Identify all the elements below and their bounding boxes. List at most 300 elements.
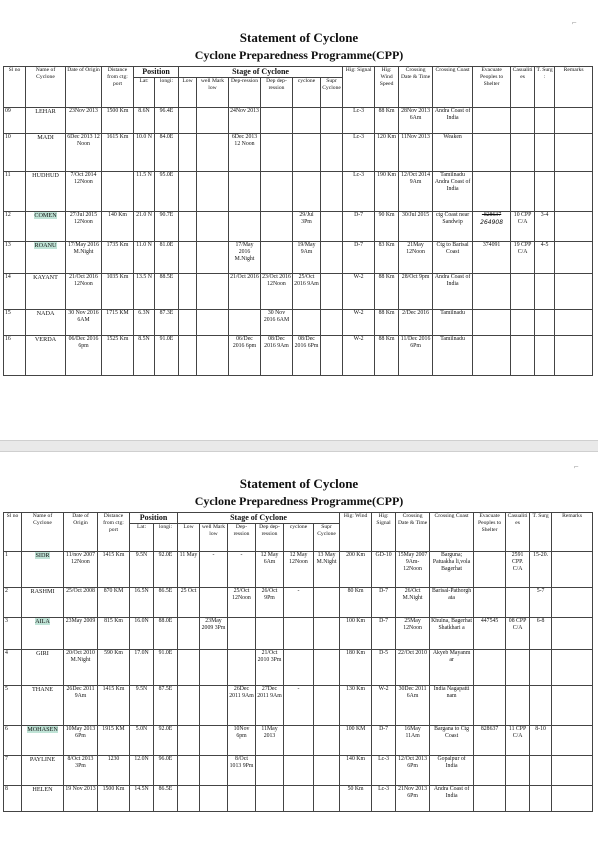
- col-crossing-dt: Crossing Date & Time: [396, 513, 430, 552]
- casualties: 2591 CPP. C/A: [506, 551, 530, 587]
- deep-depression-stage: [256, 755, 284, 785]
- col-wind: Hig: Wind: [340, 513, 372, 552]
- super-cyclone-stage: [321, 107, 343, 133]
- signal-or-wind: 140 Km: [340, 755, 372, 785]
- origin-date: 7/Oct 2014 12Noon: [66, 171, 102, 211]
- tidal-surge: [535, 171, 555, 211]
- well-mark-low-stage: [197, 273, 229, 309]
- origin-date: 25/Oct 2008: [64, 587, 98, 617]
- wind-or-signal: 90 Km: [375, 211, 399, 241]
- distance: 1500 Km: [102, 107, 134, 133]
- low-stage: [178, 685, 200, 725]
- depression-stage: 21/Oct 2016: [229, 273, 261, 309]
- latitude: 6.3N: [134, 309, 155, 335]
- tidal-surge: 6-8: [530, 617, 552, 649]
- table-row: [4, 335, 593, 375]
- crossing-coast: Tamilnadu: [433, 309, 473, 335]
- crossing-coast: Gopalpur of India: [430, 755, 474, 785]
- depression-stage: 8/Oct 1013 9Pm: [228, 755, 256, 785]
- remarks: [552, 725, 593, 755]
- col-date: Date of Origin: [66, 67, 102, 108]
- origin-date: 20/Oct 2010 M.Night: [64, 649, 98, 685]
- signal-or-wind: 80 Km: [340, 587, 372, 617]
- cyclone-name-text: HELEN: [32, 785, 53, 793]
- deep-depression-stage: [261, 107, 293, 133]
- cyclone-stage: [284, 755, 314, 785]
- longitude: 84.0E: [155, 133, 179, 171]
- col-stage: Stage of Cyclone: [178, 513, 340, 524]
- latitude: 11.0 N: [134, 241, 155, 273]
- crossing-coast: Barisal-Pathorgh ata: [430, 587, 474, 617]
- wind-or-signal: Lc-3: [372, 755, 396, 785]
- table-row: [4, 617, 593, 649]
- crossing-date-time: 22/Oct 2010: [396, 649, 430, 685]
- wind-or-signal: D-5: [372, 649, 396, 685]
- casualties: [511, 273, 535, 309]
- latitude: 8.5N: [134, 335, 155, 375]
- signal-or-wind: D-7: [343, 211, 375, 241]
- col-date: Date of Origin: [64, 513, 98, 552]
- super-cyclone-stage: [314, 755, 340, 785]
- depression-stage: -: [228, 551, 256, 587]
- cyclone-name-text: SIDR: [35, 551, 50, 559]
- cyclone-stage: [284, 649, 314, 685]
- crossing-date-time: 26/Oct M.Night: [396, 587, 430, 617]
- cyclone-name-text: VERDA: [34, 335, 57, 343]
- tidal-surge: [535, 133, 555, 171]
- signal-or-wind: 100 Km: [340, 617, 372, 649]
- wind-or-signal: 88 Km: [375, 309, 399, 335]
- wind-or-signal: Lc-3: [372, 785, 396, 811]
- signal-or-wind: 100 KM: [340, 725, 372, 755]
- casualties: [511, 171, 535, 211]
- cyclone-stage: [284, 617, 314, 649]
- cyclone-name: [26, 107, 66, 133]
- crossing-coast: Tamilnadu Andra Coast of India: [433, 171, 473, 211]
- evacuated: [473, 133, 511, 171]
- handwritten-value: 264908: [480, 218, 504, 226]
- crossing-date-time: 21May 12Noon: [399, 241, 433, 273]
- cyclone-name-text: RASHMI: [30, 587, 55, 595]
- latitude: 16.5N: [130, 587, 154, 617]
- well-mark-low-stage: [200, 587, 228, 617]
- depression-stage: [229, 171, 261, 211]
- col-stage: Stage of Cyclone: [179, 67, 343, 78]
- casualties: 11 CPP C/A: [506, 725, 530, 755]
- tidal-surge: 4-5: [535, 241, 555, 273]
- crossing-coast: ctg Coast near Sandwip: [433, 211, 473, 241]
- latitude: 21.0 N: [134, 211, 155, 241]
- row-serial: 11: [4, 171, 26, 211]
- signal-or-wind: 200 Km: [340, 551, 372, 587]
- page-1-title: Statement of Cyclone: [239, 30, 359, 45]
- col-name: Name of Cyclone: [22, 513, 64, 552]
- origin-date: 19 Nov 2013: [64, 785, 98, 811]
- col-evac: Evacuate Peoples to Shelter: [473, 67, 511, 108]
- deep-depression-stage: [256, 785, 284, 811]
- crossing-date-time: 12/Oct 2014 9Am: [399, 171, 433, 211]
- distance: 140 Km: [102, 211, 134, 241]
- latitude: 11.5 N: [134, 171, 155, 211]
- cyclone-stage: [284, 725, 314, 755]
- table-row: [4, 685, 593, 725]
- evacuated: [473, 107, 511, 133]
- signal-or-wind: Lc-3: [343, 133, 375, 171]
- casualties: [506, 755, 530, 785]
- longitude: 86.5E: [154, 587, 178, 617]
- wind-or-signal: 120 Km: [375, 133, 399, 171]
- cyclone-name-text: AILA: [35, 617, 50, 625]
- longitude: 91.0E: [155, 335, 179, 375]
- cyclone-name-text: COMEN: [34, 211, 57, 219]
- deep-depression-stage: 21/Oct 2010 3Pm: [256, 649, 284, 685]
- cyclone-name-text: PAYLINE: [29, 755, 56, 763]
- origin-date: 23May 2009: [64, 617, 98, 649]
- latitude: 16.0N: [130, 617, 154, 649]
- col-name: Name of Cyclone: [26, 67, 66, 108]
- crossing-coast: Tamilnadu: [433, 335, 473, 375]
- latitude: 14.5N: [130, 785, 154, 811]
- super-cyclone-stage: [321, 241, 343, 273]
- distance: 1915 KM: [98, 725, 130, 755]
- latitude: 5.0N: [130, 725, 154, 755]
- origin-date: 21/Oct 2016 12Noon: [66, 273, 102, 309]
- cyclone-name: [22, 785, 64, 811]
- col-signal: Hig: Signal: [372, 513, 396, 552]
- casualties: [506, 785, 530, 811]
- remarks: [555, 335, 593, 375]
- row-serial: 16: [4, 335, 26, 375]
- origin-date: 11/nov 2007 12Noon: [64, 551, 98, 587]
- crossing-date-time: 28/Oct 9pm: [399, 273, 433, 309]
- well-mark-low-stage: 23May 2009 3Pm: [200, 617, 228, 649]
- crossing-coast: Barguna; Patuakha li,vola Bagerhat: [430, 551, 474, 587]
- tidal-surge: 3-4: [535, 211, 555, 241]
- signal-or-wind: 180 Km: [340, 649, 372, 685]
- low-stage: [179, 133, 197, 171]
- crossing-date-time: 21Nov 2013 6Pm: [396, 785, 430, 811]
- cyclone-stage: 08/Dec 2016 6Pm: [293, 335, 321, 375]
- crossing-date-time: 15May 2007 9Am-12Noon: [396, 551, 430, 587]
- wind-or-signal: 88 Km: [375, 107, 399, 133]
- distance: 870 KM: [98, 587, 130, 617]
- col-casualties: Casualities: [506, 513, 530, 552]
- deep-depression-stage: [261, 241, 293, 273]
- table-row: [4, 785, 593, 811]
- signal-or-wind: D-7: [343, 241, 375, 273]
- well-mark-low-stage: [197, 171, 229, 211]
- deep-depression-stage: 12 May 6Am: [256, 551, 284, 587]
- tidal-surge: [530, 755, 552, 785]
- scan-mark: ⌐: [574, 462, 579, 471]
- table-row: [4, 107, 593, 133]
- evacuated: [473, 309, 511, 335]
- remarks: [555, 241, 593, 273]
- signal-or-wind: W-2: [343, 309, 375, 335]
- row-serial: 10: [4, 133, 26, 171]
- wind-or-signal: GD-10: [372, 551, 396, 587]
- crossing-date-time: 25May 12Noon: [396, 617, 430, 649]
- evacuated: [473, 211, 511, 241]
- tidal-surge: [535, 273, 555, 309]
- distance: 1615 Km: [102, 133, 134, 171]
- cyclone-stage: -: [284, 587, 314, 617]
- remarks: [555, 133, 593, 171]
- crossing-coast: Khulna, Bagerhat Shatkhari a: [430, 617, 474, 649]
- latitude: 8.6N: [134, 107, 155, 133]
- longitude: 95.0E: [155, 171, 179, 211]
- row-serial: 3: [4, 617, 22, 649]
- cyclone-name: [22, 587, 64, 617]
- col-position: Position: [130, 513, 178, 524]
- remarks: [552, 785, 593, 811]
- scan-mark: ⌐: [572, 18, 577, 27]
- distance: 1035 Km: [102, 273, 134, 309]
- table-row: [4, 587, 593, 617]
- super-cyclone-stage: 13 May M.Night: [314, 551, 340, 587]
- origin-date: 23Nov 2013: [66, 107, 102, 133]
- crossing-coast: Akyeb Mayanm ar: [430, 649, 474, 685]
- low-stage: [178, 725, 200, 755]
- deep-depression-stage: [256, 617, 284, 649]
- longitude: 87.3E: [155, 309, 179, 335]
- cyclone-name: [22, 649, 64, 685]
- crossing-coast: Andra Coast of India: [433, 107, 473, 133]
- col-dep: Dep-ression: [228, 523, 256, 551]
- crossing-date-time: 28Nov 2013 6Am: [399, 107, 433, 133]
- well-mark-low-stage: [200, 685, 228, 725]
- distance: 1715 KM: [102, 309, 134, 335]
- col-wml: well Mark low: [197, 77, 229, 107]
- longitude: 87.5E: [154, 685, 178, 725]
- cyclone-stage: 19/May 9Am: [293, 241, 321, 273]
- cyclone-name-text: LEHAR: [35, 107, 56, 115]
- super-cyclone-stage: [321, 335, 343, 375]
- crossing-coast: Weaken: [433, 133, 473, 171]
- well-mark-low-stage: -: [200, 551, 228, 587]
- casualties: 08 CPP C/A: [506, 617, 530, 649]
- casualties: [506, 649, 530, 685]
- cyclone-name-text: GIRI: [36, 649, 49, 657]
- cyclone-stage: [293, 133, 321, 171]
- evacuated: [474, 785, 506, 811]
- super-cyclone-stage: [314, 587, 340, 617]
- table-row: [4, 241, 593, 273]
- col-remarks: Remarks: [555, 67, 593, 108]
- page-2: [0, 452, 598, 856]
- page-separator: [0, 440, 598, 452]
- super-cyclone-stage: [321, 211, 343, 241]
- casualties: [511, 107, 535, 133]
- tidal-surge: [535, 107, 555, 133]
- remarks: [552, 685, 593, 725]
- super-cyclone-stage: [321, 171, 343, 211]
- longitude: 86.5E: [154, 785, 178, 811]
- cyclone-stage: -: [284, 685, 314, 725]
- low-stage: [178, 617, 200, 649]
- super-cyclone-stage: [314, 649, 340, 685]
- remarks: [555, 171, 593, 211]
- evacuated: 828637: [474, 725, 506, 755]
- col-sl: Sl no: [4, 67, 26, 108]
- cyclone-name: [22, 617, 64, 649]
- origin-date: 06/Dec 2016 6pm: [66, 335, 102, 375]
- casualties: 10 CPP C/A: [511, 211, 535, 241]
- deep-depression-stage: 23/Oct 2016 12Noon: [261, 273, 293, 309]
- deep-depression-stage: 26/Oct 9Pm: [256, 587, 284, 617]
- deep-depression-stage: 11May 2013: [256, 725, 284, 755]
- low-stage: 11 May: [178, 551, 200, 587]
- origin-date: 30 Nov 2016 6AM: [66, 309, 102, 335]
- evacuated: 374091: [473, 241, 511, 273]
- signal-or-wind: Lc-3: [343, 171, 375, 211]
- distance: 1415 Km: [98, 551, 130, 587]
- well-mark-low-stage: [197, 309, 229, 335]
- wind-or-signal: 88 Km: [375, 273, 399, 309]
- cyclone-name-text: MOHASEN: [27, 725, 58, 733]
- well-mark-low-stage: [200, 725, 228, 755]
- tidal-surge: [535, 309, 555, 335]
- depression-stage: 25/Oct 12Noon: [228, 587, 256, 617]
- casualties: [506, 685, 530, 725]
- col-wml: well Mark low: [200, 523, 228, 551]
- origin-date: 17/May 2016 M.Night: [66, 241, 102, 273]
- casualties: [511, 309, 535, 335]
- cyclone-name-text: HUDHUD: [32, 171, 59, 179]
- table-row: [4, 725, 593, 755]
- col-remarks: Remarks: [552, 513, 593, 552]
- cyclone-stage: [293, 107, 321, 133]
- deep-depression-stage: [261, 133, 293, 171]
- col-dep: Dep-ression: [229, 77, 261, 107]
- crossing-date-time: 11/Dec 2016 6Pm: [399, 335, 433, 375]
- cyclone-name: [22, 685, 64, 725]
- col-position: Position: [134, 67, 179, 78]
- super-cyclone-stage: [321, 273, 343, 309]
- row-serial: 15: [4, 309, 26, 335]
- col-distance: Distance from ctg: port: [98, 513, 130, 552]
- cyclone-stage: 29/Jul 3Pm: [293, 211, 321, 241]
- remarks: [552, 551, 593, 587]
- remarks: [555, 309, 593, 335]
- cyclone-stage: [293, 171, 321, 211]
- depression-stage: 6Dec 2013 12 Noon: [229, 133, 261, 171]
- row-serial: 8: [4, 785, 22, 811]
- depression-stage: 26Dec 2011 9Am: [228, 685, 256, 725]
- table-row: [4, 755, 593, 785]
- col-lat: Lat:: [130, 523, 154, 551]
- cyclone-name-text: THANE: [32, 685, 53, 693]
- cyclone-name-text: ROANU: [34, 241, 57, 249]
- remarks: [552, 755, 593, 785]
- origin-date: 8/Oct 2013 3Pm: [64, 755, 98, 785]
- super-cyclone-stage: [314, 725, 340, 755]
- row-serial: 7: [4, 755, 22, 785]
- wind-or-signal: 190 Km: [375, 171, 399, 211]
- row-serial: 1: [4, 551, 22, 587]
- col-low: Low: [179, 77, 197, 107]
- cyclone-stage: [293, 309, 321, 335]
- remarks: [552, 617, 593, 649]
- row-serial: 2: [4, 587, 22, 617]
- tidal-surge: 5-7: [530, 587, 552, 617]
- cyclone-name: [22, 755, 64, 785]
- depression-stage: 24Nov 2013: [229, 107, 261, 133]
- col-wind: Hig: Wind Speed: [375, 67, 399, 108]
- cyclone-name: [26, 309, 66, 335]
- evacuated: [474, 649, 506, 685]
- table-row: [4, 211, 593, 241]
- well-mark-low-stage: [197, 241, 229, 273]
- evacuated: [473, 273, 511, 309]
- row-serial: 14: [4, 273, 26, 309]
- distance: 1525 Km: [102, 335, 134, 375]
- deep-depression-stage: 27Dec 2011 9Am: [256, 685, 284, 725]
- wind-or-signal: D-7: [372, 617, 396, 649]
- crossing-date-time: 12/Oct 2013 6Pm: [396, 755, 430, 785]
- cyclone-name: [26, 133, 66, 171]
- tidal-surge: [530, 785, 552, 811]
- longitude: 88.5E: [155, 273, 179, 309]
- low-stage: [179, 335, 197, 375]
- crossing-coast: Andra Coast of India: [430, 785, 474, 811]
- col-low: Low: [178, 523, 200, 551]
- crossing-coast: Andra Coast of India: [433, 273, 473, 309]
- col-surge: T. Surg :: [535, 67, 555, 108]
- latitude: 9.5N: [130, 551, 154, 587]
- low-stage: [179, 241, 197, 273]
- distance: [102, 171, 134, 211]
- super-cyclone-stage: [321, 309, 343, 335]
- distance: 1415 Km: [98, 685, 130, 725]
- super-cyclone-stage: [321, 133, 343, 171]
- longitude: 92.0E: [154, 551, 178, 587]
- col-crossing-coast: Crossing Coast: [430, 513, 474, 552]
- latitude: 13.5 N: [134, 273, 155, 309]
- crossing-date-time: 30Dec 2011 6Am: [396, 685, 430, 725]
- table-row: [4, 133, 593, 171]
- cyclone-name-text: MADI: [37, 133, 54, 141]
- depression-stage: [229, 309, 261, 335]
- depression-stage: 17/May 2016 M.Night: [229, 241, 261, 273]
- cyclone-name: [26, 241, 66, 273]
- remarks: [552, 587, 593, 617]
- cyclone-table-1: [3, 66, 593, 376]
- signal-or-wind: 130 Km: [340, 685, 372, 725]
- wind-or-signal: 88 Km: [375, 335, 399, 375]
- remarks: [555, 211, 593, 241]
- evacuated: [473, 335, 511, 375]
- evacuated: [474, 587, 506, 617]
- col-deepdep: Dep dep-ression: [256, 523, 284, 551]
- well-mark-low-stage: [200, 649, 228, 685]
- col-longi: longi:: [154, 523, 178, 551]
- depression-stage: [228, 649, 256, 685]
- crossing-date-time: 16May 11Am: [396, 725, 430, 755]
- deep-depression-stage: [261, 211, 293, 241]
- col-crossing-coast: Crossing Coast: [433, 67, 473, 108]
- distance: 1500 Km: [98, 785, 130, 811]
- distance: 590 Km: [98, 649, 130, 685]
- remarks: [552, 649, 593, 685]
- cyclone-table-2: [3, 512, 593, 812]
- well-mark-low-stage: [197, 133, 229, 171]
- col-signal: Hig: Signal: [343, 67, 375, 108]
- longitude: 88.0E: [154, 617, 178, 649]
- longitude: 96.0E: [154, 755, 178, 785]
- super-cyclone-stage: [314, 685, 340, 725]
- row-serial: 5: [4, 685, 22, 725]
